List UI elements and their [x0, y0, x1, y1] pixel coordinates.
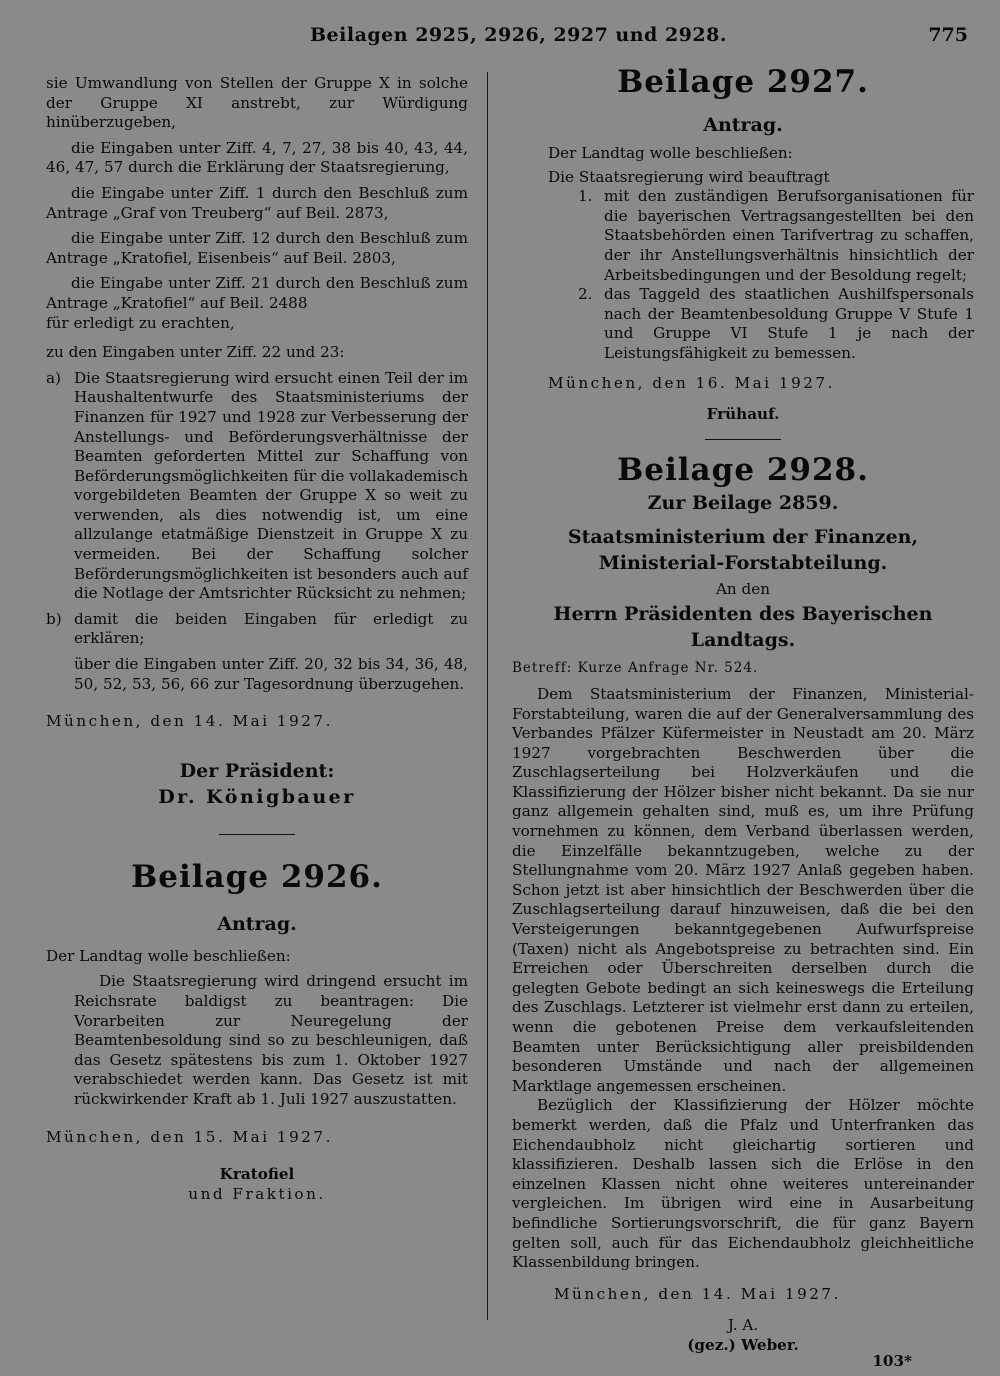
paragraph: Der Landtag wolle beschließen:	[46, 946, 291, 965]
header-title: Beilagen 2925, 2926, 2927 und 2928.	[310, 24, 727, 46]
paragraph: die Eingabe unter Ziff. 21 durch den Beschluß zum Antrage „Kratofiel“ auf Beil. 2488	[46, 274, 468, 312]
ia-line: J. A.	[727, 1316, 759, 1335]
paragraph: Die Staatsregierung wird beauftragt	[548, 167, 830, 186]
page-number: 775	[928, 24, 968, 46]
signature-name: Frühauf.	[706, 405, 780, 424]
beilage-2926-title: Beilage 2926.	[131, 858, 383, 895]
column-divider	[487, 72, 488, 1320]
list-text: damit die beiden Eingaben für erledigt zu erklären;	[74, 609, 468, 648]
date-line: München, den 14. Mai 1927.	[554, 1284, 841, 1303]
list-item-a	[46, 369, 468, 604]
item-marker: 2.	[578, 285, 593, 304]
item-text: mit den zuständigen Berufsorganisationen für die bayerischen Vertragsangestellten bei den Staatsbehörden einen Tarifvertrag zu schaffen, der ihr Anstellungsverhältnis hinsichtlich der Arbeitsbedingungen und der Besoldung regelt;	[604, 187, 974, 284]
paragraph: Dem Staatsministerium der Finanzen, Ministerial-Forstabteilung, waren die auf der Generalversammlung des Verbandes Pfälzer Küfermeister in Neustadt am 20. März 1927 vorgebrachten Beschwerden über die Zuschlagserteilung bei Holzverkäufen und die Klassifizierung der Hölzer bisher nicht bekannt. Da sie nur ganz allgemein gehalten sind, muß es, um ihre Prüfung vornehmen zu können, dem Verband überlassen werden, die Einzelfälle bekanntzugeben, welche zu der Stellungnahme vom 20. März 1927 Anlaß gegeben haben. Schon jetzt ist aber hinsichtlich der Beschwerden über die Zuschlagserteilung darauf hinzuweisen, daß die bei den Versteigerungen bekanntgegebenen Aufwurfspreise (Taxen) nicht als Angebotspreise zu betrachten sind. Ein Erreichen oder Überschreiten derselben durch die gelegten Gebote bedingt an sich keineswegs die Erteilung des Zuschlags. Letzterer ist vielmehr erst dann zu erteilen, wenn die gebotenen Preise dem verkaufsleitenden Beamten unter Berücksichtigung aller preisbildenden besonderen Umstände und nach der allgemeinen Marktlage angemessen erscheinen.	[512, 684, 974, 1095]
numbered-item-2	[512, 285, 974, 363]
item-marker: 1.	[578, 187, 593, 206]
ministerium-line-2: Ministerial-Forstabteilung.	[598, 551, 888, 574]
president-name: Dr. Königbauer	[158, 785, 356, 808]
signature-name: Kratofiel	[219, 1165, 295, 1184]
beilage-2928-title: Beilage 2928.	[617, 451, 869, 488]
section-rule	[705, 439, 781, 440]
antrag-heading: Antrag.	[217, 912, 297, 935]
date-line: München, den 14. Mai 1927.	[46, 712, 333, 731]
list-item-b	[46, 610, 468, 649]
signature-weber: (gez.) Weber.	[687, 1335, 799, 1354]
paragraph: die Eingaben unter Ziff. 4, 7, 27, 38 bis 40, 43, 44, 46, 47, 57 durch die Erklärung der Staatsregierung,	[46, 138, 468, 177]
signature-fraktion: und Fraktion.	[188, 1184, 326, 1203]
paragraph: über die Eingaben unter Ziff. 20, 32 bis 34, 36, 48, 50, 52, 53, 56, 66 zur Tagesordnung überzugehen.	[74, 655, 468, 693]
paragraph: die Eingabe unter Ziff. 1 durch den Beschluß zum Antrage „Graf von Treuberg“ auf Beil. 2873,	[46, 183, 468, 222]
numbered-item-1	[512, 187, 974, 285]
an-den: An den	[715, 579, 771, 598]
paragraph: Der Landtag wolle beschließen:	[548, 144, 793, 162]
beilage-2927-title: Beilage 2927.	[617, 64, 869, 100]
paragraph: Bezüglich der Klassifizierung der Hölzer möchte bemerkt werden, daß die Pfalz und Unterfranken das Eichendaubholz nicht gleichartig sortieren und klassifizieren. Deshalb lassen sich die Erlöse in den einzelnen Klassen nicht ohne weiteres untereinander vergleichen. Im übrigen wird eine in Ausarbeitung befindliche Sortierungsvorschrift, die für ganz Bayern gelten soll, auch für das Eichendaubholz gleichheitliche Klassenbildung bringen.	[512, 1096, 974, 1272]
betreff: Betreff: Kurze Anfrage Nr. 524.	[512, 660, 759, 677]
antrag-heading: Antrag.	[703, 114, 783, 136]
addressee: Herrn Präsidenten des Bayerischen Landtags.	[553, 603, 933, 652]
page-header	[0, 24, 1000, 54]
list-text: Die Staatsregierung wird ersucht einen Teil der im Haushaltentwurfe des Staatsministeriums der Finanzen für 1927 und 1928 zur Verbesserung der Anstellungs- und Beförderungsverhältnisse der Beamten geforderten Mittel zur Schaffung von Beförderungsmöglichkeiten für die vollakademisch vorgebildeten Beamten der Gruppe X so weit zu verwenden, als dies notwendig ist, um eine allzulange etatmäßige Dienstzeit in Gruppe X zu vermeiden. Bei der Schaffung solcher Beförderungsmöglichkeiten ist besonders auch auf die Notlage der Amtsrichter Rücksicht zu nehmen;	[74, 368, 468, 603]
paragraph: zu den Eingaben unter Ziff. 22 und 23:	[46, 343, 345, 362]
date-line: München, den 16. Mai 1927.	[548, 373, 835, 392]
ministerium-line-1: Staatsministerium der Finanzen,	[567, 525, 919, 548]
footer-number: 103*	[872, 1351, 912, 1370]
paragraph: Die Staatsregierung wird dringend ersucht im Reichsrate baldigst zu beantragen: Die Vorarbeiten zur Neuregelung der Beamtenbesoldung sind so zu beschleunigen, daß das Gesetz spätestens bis zum 1. Oktober 1927 verabschiedet werden kann. Das Gesetz ist mit rückwirkender Kraft ab 1. Juli 1927 auszustatten.	[74, 972, 468, 1108]
list-marker: a)	[46, 368, 61, 387]
right-column	[512, 62, 974, 1371]
left-column	[46, 74, 468, 1204]
paragraph: für erledigt zu erachten,	[46, 313, 235, 332]
list-marker: b)	[46, 609, 62, 628]
president-label: Der Präsident:	[179, 759, 335, 782]
item-text: das Taggeld des staatlichen Aushilfspersonals nach der Beamtenbesoldung Gruppe V Stufe 1 und Gruppe VI Stufe 1 je nach der Leistungsfähigkeit zu bemessen.	[604, 285, 974, 362]
date-line: München, den 15. Mai 1927.	[46, 1127, 333, 1146]
zur-beilage: Zur Beilage 2859.	[647, 491, 839, 514]
paragraph: sie Umwandlung von Stellen der Gruppe X in solche der Gruppe XI anstrebt, zur Würdigung hinüberzugeben,	[46, 74, 468, 132]
section-rule	[219, 834, 295, 835]
paragraph: die Eingabe unter Ziff. 12 durch den Beschluß zum Antrage „Kratofiel, Eisenbeis“ auf Beil. 2803,	[46, 229, 468, 267]
